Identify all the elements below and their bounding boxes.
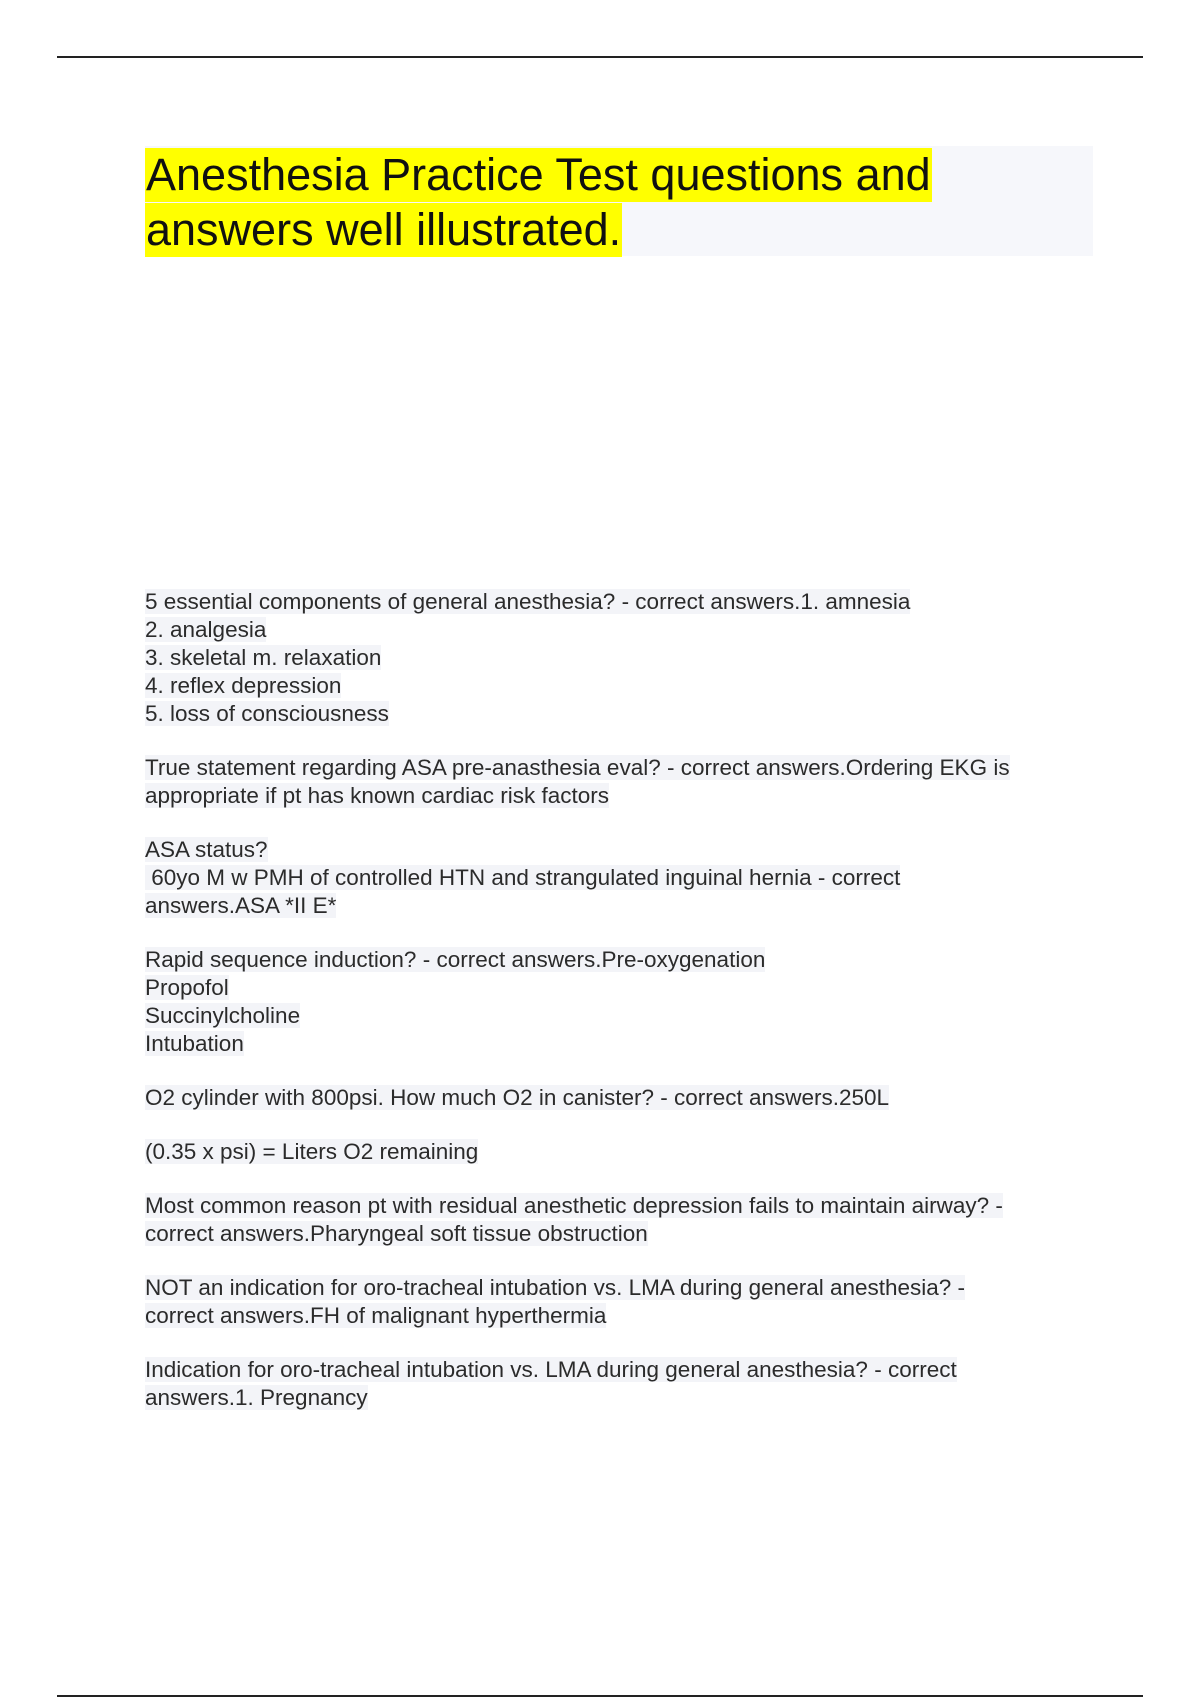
qa-line-text: NOT an indication for oro-tracheal intubation vs. LMA during general anesthesia? - (145, 1275, 966, 1300)
qa-line-text: appropriate if pt has known cardiac risk factors (145, 783, 609, 808)
qa-line-text: ASA status? (145, 837, 268, 862)
qa-line (145, 1002, 1085, 1030)
qa-line (145, 1384, 1085, 1412)
qa-line (145, 1356, 1085, 1384)
qa-line-text: Succinylcholine (145, 1003, 301, 1028)
top-rule (57, 56, 1143, 58)
qa-block (145, 1084, 1085, 1112)
qa-block (145, 1192, 1085, 1248)
qa-line-text: Propofol (145, 975, 229, 1000)
qa-line (145, 616, 1085, 644)
qa-block (145, 836, 1085, 920)
qa-line (145, 754, 1085, 782)
qa-line (145, 974, 1085, 1002)
qa-line (145, 1192, 1085, 1220)
qa-line (145, 1220, 1085, 1248)
qa-line-text: Rapid sequence induction? - correct answers.Pre-oxygenation (145, 947, 766, 972)
qa-line-text: (0.35 x psi) = Liters O2 remaining (145, 1139, 479, 1164)
qa-line (145, 644, 1085, 672)
qa-line (145, 946, 1085, 974)
qa-line (145, 864, 1085, 892)
qa-line-text: 60yo M w PMH of controlled HTN and strangulated inguinal hernia - correct (145, 865, 901, 890)
qa-line (145, 588, 1085, 616)
qa-line (145, 672, 1085, 700)
qa-line-text: 4. reflex depression (145, 673, 342, 698)
qa-line-text: Indication for oro-tracheal intubation vs. LMA during general anesthesia? - correct (145, 1357, 957, 1382)
bottom-rule (57, 1695, 1143, 1697)
qa-line-text: O2 cylinder with 800psi. How much O2 in canister? - correct answers.250L (145, 1085, 890, 1110)
qa-line-text: True statement regarding ASA pre-anasthesia eval? - correct answers.Ordering EKG is (145, 755, 1010, 780)
qa-line-text: Intubation (145, 1031, 244, 1056)
qa-line (145, 1302, 1085, 1330)
qa-block (145, 1274, 1085, 1330)
qa-line (145, 782, 1085, 810)
qa-line-text: answers.1. Pregnancy (145, 1385, 368, 1410)
qa-line-text: 3. skeletal m. relaxation (145, 645, 382, 670)
qa-line (145, 700, 1085, 728)
qa-line-text: correct answers.Pharyngeal soft tissue obstruction (145, 1221, 648, 1246)
qa-line (145, 1030, 1085, 1058)
qa-line-text: answers.ASA *II E* (145, 893, 337, 918)
document-title-line-2: answers well illustrated. (146, 204, 622, 255)
qa-line (145, 1084, 1085, 1112)
qa-block (145, 588, 1085, 728)
qa-line (145, 892, 1085, 920)
qa-line-text: 5 essential components of general anesthesia? - correct answers.1. amnesia (145, 589, 911, 614)
qa-block (145, 1356, 1085, 1412)
qa-line (145, 836, 1085, 864)
qa-line (145, 1274, 1085, 1302)
qa-line (145, 1138, 1085, 1166)
qa-content (145, 588, 1085, 1438)
qa-line-text: correct answers.FH of malignant hyperthermia (145, 1303, 607, 1328)
qa-block (145, 946, 1085, 1058)
qa-block (145, 1138, 1085, 1166)
document-title-line-1: Anesthesia Practice Test questions and (146, 149, 931, 200)
qa-line-text: 5. loss of consciousness (145, 701, 389, 726)
qa-block (145, 754, 1085, 810)
qa-line-text: Most common reason pt with residual anesthetic depression fails to maintain airway? - (145, 1193, 1003, 1218)
qa-line-text: 2. analgesia (145, 617, 267, 642)
